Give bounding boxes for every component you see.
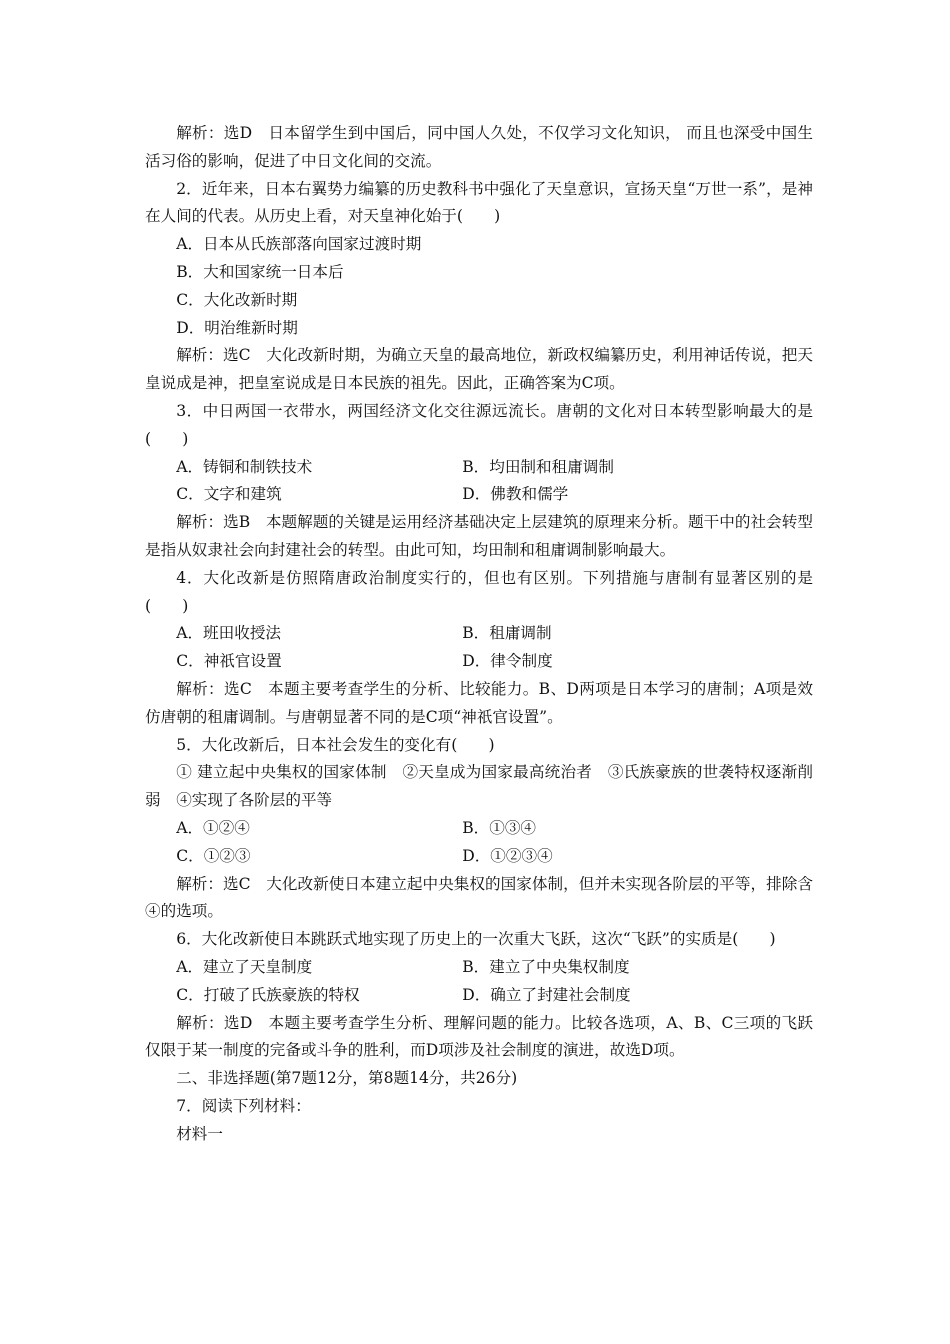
question-4-option-b: B．租庸调制 (462, 624, 552, 643)
question-6-option-a: A．建立了天皇制度 (176, 957, 313, 976)
question-4-option-c: C．神祇官设置 (176, 652, 282, 671)
question-4-option-d: D．律令制度 (462, 652, 553, 671)
question-6-stem: 6．大化改新使日本跳跃式地实现了历史上的一次重大飞跃，这次“飞跃”的实质是( ) (176, 930, 776, 949)
question-5-stem: 5．大化改新后，日本社会发生的变化有( ) (176, 735, 495, 754)
question-6-option-c: C．打破了氏族豪族的特权 (176, 985, 360, 1004)
question-5-option-a: A．①②④ (176, 818, 250, 837)
question-2-option-d: D．明治维新时期 (176, 318, 298, 337)
question-4-option-a: A．班田收授法 (176, 624, 282, 643)
question-3-options-row-2 (145, 481, 813, 509)
question-5-options-row-1 (145, 815, 813, 843)
question-4-options-row-1 (145, 620, 813, 648)
question-5-statements: ① 建立起中央集权的国家体制 ②天皇成为国家最高统治者 ③氏族豪族的世袭特权逐渐削弱 ④实现了各阶层的平等 (145, 763, 813, 810)
question-2-option-c: C．大化改新时期 (176, 290, 298, 309)
question-4-options-row-2 (145, 648, 813, 676)
question-3-stem: 3．中日两国一衣带水，两国经济文化交往源远流长。唐朝的文化对日本转型影响最大的是( ) (145, 401, 813, 448)
question-3-option-c: C．文字和建筑 (176, 485, 282, 504)
document-body (145, 120, 813, 1148)
question-3-option-a: A．铸铜和制铁技术 (176, 457, 313, 476)
answer-5-analysis: 解析：选C 大化改新使日本建立起中央集权的国家体制，但并未实现各阶层的平等，排除含④的选项。 (145, 874, 813, 921)
question-7-stem: 7．阅读下列材料： (176, 1096, 311, 1115)
question-6-option-d: D．确立了封建社会制度 (462, 985, 631, 1004)
section-heading-non-choice: 二、非选择题(第7题12分，第8题14分，共26分) (176, 1069, 518, 1088)
question-6-options-row-2 (145, 982, 813, 1010)
question-2-stem: 2．近年来，日本右翼势力编纂的历史教科书中强化了天皇意识，宣扬天皇“万世一系”，是神在人间的代表。从历史上看，对天皇神化始于( ) (145, 179, 813, 226)
question-5-option-c: C．①②③ (176, 846, 251, 865)
question-4-stem: 4．大化改新是仿照隋唐政治制度实行的，但也有区别。下列措施与唐制有显著区别的是( ) (145, 568, 813, 615)
question-5-option-d: D．①②③④ (462, 846, 553, 865)
answer-1-analysis: 解析：选D 日本留学生到中国后，同中国人久处，不仅学习文化知识， 而且也深受中国生活习俗的影响，促进了中日文化间的交流。 (145, 124, 813, 170)
question-3-option-b: B．均田制和租庸调制 (462, 457, 614, 476)
question-6-options-row-1 (145, 954, 813, 982)
question-5-option-b: B．①③④ (462, 818, 537, 837)
question-2-option-b: B．大和国家统一日本后 (176, 262, 344, 281)
question-6-option-b: B．建立了中央集权制度 (462, 957, 630, 976)
answer-6-analysis: 解析：选D 本题主要考查学生分析、理解问题的能力。比较各选项，A、B、C三项的飞跃仅限于某一制度的完备或斗争的胜利，而D项涉及社会制度的演进，故选D项。 (145, 1013, 813, 1060)
question-2-option-a: A．日本从氏族部落向国家过渡时期 (176, 235, 422, 254)
answer-2-analysis: 解析：选C 大化改新时期，为确立天皇的最高地位，新政权编纂历史，利用神话传说，把天皇说成是神，把皇室说成是日本民族的祖先。因此，正确答案为C项。 (145, 346, 813, 393)
answer-3-analysis: 解析：选B 本题解题的关键是运用经济基础决定上层建筑的原理来分析。题干中的社会转型是指从奴隶社会向封建社会的转型。由此可知，均田制和租庸调制影响最大。 (145, 513, 813, 559)
question-5-options-row-2 (145, 843, 813, 871)
answer-4-analysis: 解析：选C 本题主要考查学生的分析、比较能力。B、D两项是日本学习的唐制；A项是效仿唐朝的租庸调制。与唐朝显著不同的是C项“神祇官设置”。 (145, 679, 813, 726)
question-3-options-row-1 (145, 454, 813, 482)
material-1-label: 材料一 (176, 1124, 223, 1143)
question-3-option-d: D．佛教和儒学 (462, 485, 569, 504)
